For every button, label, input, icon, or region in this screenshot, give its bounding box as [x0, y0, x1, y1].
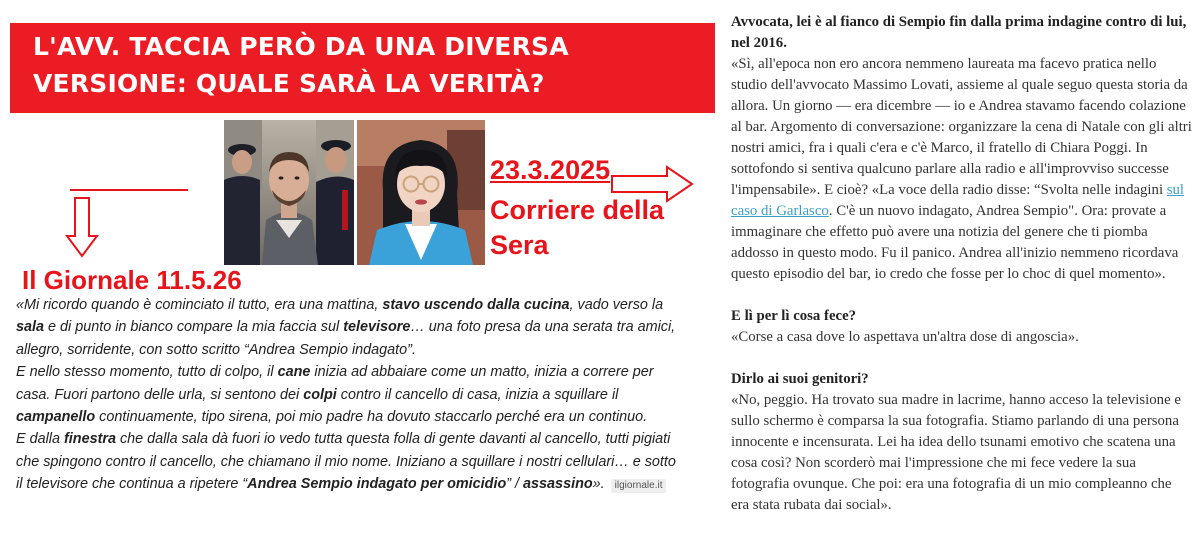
link-caso-garlasco-part-2[interactable]: caso di Garlasco [731, 203, 829, 219]
headline-line-2: VERSIONE: QUALE SARÀ LA VERITÀ? [33, 69, 545, 98]
quote-line: «Mi ricordo quando è cominciato il tutto, era una mattina, stavo uscendo dalla cucina, vado verso la [16, 297, 664, 313]
question-1-line-2: nel 2016. [731, 35, 787, 51]
answer-line: allora. Un giorno — era dicembre — io e Andrea stavamo facendo colazione [731, 98, 1186, 114]
answer-line: caso di Garlasco. C'è un nuovo indagato, Andrea Sempio". Ora: provate a [731, 203, 1167, 219]
quote-line: campanello continuamente, tipo sirena, poi mio padre ha dovuto staccarlo perché era un continuo. [16, 409, 648, 426]
answer-line: era stata rubata dai social». [731, 497, 892, 512]
answer-line: al bar. Argomento di conversazione: organizzare la cena di Natale con gli altri [731, 119, 1192, 135]
question-2: E lì per lì cosa fece? [731, 308, 857, 324]
quote-line: il televisore che continua a ripetere “Andrea Sempio indagato per omicidio” / assassino». ilgiornale.it [16, 473, 716, 495]
link-caso-garlasco-part-1[interactable]: sul [1166, 182, 1185, 198]
answer-line: innocente e incensurata. Lei ha idea dello tsunami emotivo che scatena una [731, 434, 1176, 450]
source-label-line-1: Corriere della [490, 195, 665, 225]
answer-line: addosso in questo modo. Fu il panico. Andrea all'inizio nemmeno ricordava [731, 245, 1179, 261]
answer-line: nostri amici, fra i quali c'era e c'è Marco, il fratello di Chiara Poggi. In [731, 140, 1148, 156]
quote-line: allegro, sorridente, con sotto scritto “Andrea Sempio indagato”. [16, 341, 416, 358]
answer-line: «Sì, all'epoca non ero ancora nemmeno laureata ma facevo pratica nello [731, 56, 1157, 72]
arrow-right-icon [612, 167, 692, 201]
quote-line: E dalla finestra che dalla sala dà fuori io vedo tutta questa folla di gente davanti al cancello, tutti pigiati [16, 431, 671, 448]
date-label: 23.3.2025 [490, 155, 611, 185]
answer-line: fotografia ovunque. Che poi: era una fotografia di un mio compleanno che [731, 476, 1172, 492]
answer-line: immaginare che effetto può avere una notizia del genere che ti piomba [731, 224, 1148, 240]
question-3: Dirlo ai suoi genitori? [731, 371, 869, 387]
answer-line: sottofondo si sentiva qualcuno parlare alla radio e all'improvviso successe [731, 161, 1169, 177]
answer-line: sullo schermo è comparsa la sua fotografia. Stiamo parlando di una persona [731, 413, 1179, 429]
answer-line: «No, peggio. Ha trovato sua madre in lacrime, hanno acceso la televisione e [731, 392, 1181, 408]
answer-line: studio dell'avvocato Massimo Lovati, assieme al quale seguo questa storia da [731, 77, 1188, 93]
source-label-line-2: Sera [490, 230, 549, 260]
answer-line: l'impensabile». E cioè? «La voce della radio disse: “Svolta nelle indagini sul [731, 182, 1185, 198]
answer-line: questo episodio del bar, io credo che fosse per lo choc di quel momento». [731, 266, 1166, 282]
quote-line: E nello stesso momento, tutto di colpo, il cane inizia ad abbaiare come un matto, inizia a correre per [16, 364, 654, 381]
answer-2: «Corse a casa dove lo aspettava un'altra dose di angoscia». [731, 329, 1079, 345]
arrow-down-icon [67, 198, 97, 256]
question-1-line-1: Avvocata, lei è al fianco di Sempio fin dalla prima indagine contro di lui, [731, 14, 1187, 30]
headline-line-1: L'AVV. TACCIA PERÒ DA UNA DIVERSA [33, 32, 569, 61]
quote-line: che spingono contro il cancello, che chiamano il mio nome. Iniziano a squillare i nostri cellulari… e sotto [16, 453, 676, 470]
answer-line: cosa così? Non scorderò mai l'impressione che mi fece vedere la sua [731, 455, 1136, 471]
quote-line: casa. Fuori partono delle urla, si sentono dei colpi contro il cancello di casa, inizia a squillare il [16, 386, 619, 403]
giornale-quote [16, 294, 716, 496]
quote-line: sala e di punto in bianco compare la mia faccia sul televisore… una foto presa da una serata tra amici, [16, 319, 676, 336]
giornale-label: Il Giornale 11.5.26 [22, 265, 242, 295]
source-badge: ilgiornale.it [611, 479, 667, 493]
corriere-article [731, 12, 1200, 512]
